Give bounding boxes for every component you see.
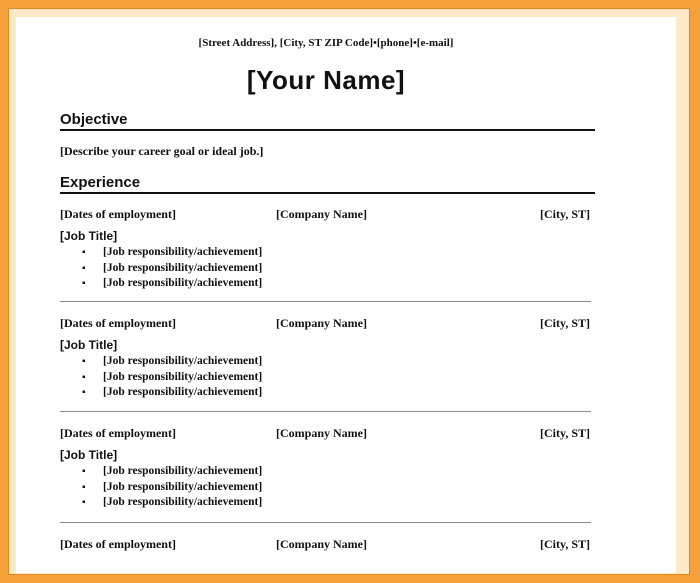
job-bullets — [82, 245, 262, 292]
job-bullet: ▪ [Job responsibility/achievement] — [82, 245, 262, 261]
job-bullet: ▪ [Job responsibility/achievement] — [82, 480, 262, 496]
job-header-row — [60, 426, 590, 442]
job-bullet: ▪ [Job responsibility/achievement] — [82, 495, 262, 511]
experience-heading: Experience — [60, 174, 595, 194]
job-bullet: ▪ [Job responsibility/achievement] — [82, 385, 262, 401]
job-header-row — [60, 537, 590, 553]
job-bullet: ▪ [Job responsibility/achievement] — [82, 464, 262, 480]
job-bullet: ▪ [Job responsibility/achievement] — [82, 370, 262, 386]
job-company: [Company Name] — [276, 537, 367, 551]
job-bullet: ▪ [Job responsibility/achievement] — [82, 261, 262, 277]
job-bullets — [82, 354, 262, 401]
contact-line: [Street Address], [City, ST ZIP Code]•[phone]•[e-mail] — [198, 37, 454, 49]
job-dates: [Dates of employment] — [60, 537, 176, 551]
resume-name: [Your Name] — [246, 65, 406, 95]
job-divider — [60, 301, 591, 302]
job-company: [Company Name] — [276, 207, 367, 221]
job-bullets — [82, 464, 262, 511]
job-company: [Company Name] — [276, 316, 367, 330]
job-header-row — [60, 207, 590, 223]
job-location: [City, ST] — [539, 537, 590, 551]
job-bullet: ▪ [Job responsibility/achievement] — [82, 276, 262, 292]
job-location: [City, ST] — [539, 207, 590, 221]
objective-text: [Describe your career goal or ideal job.] — [60, 144, 264, 158]
job-bullet: ▪ [Job responsibility/achievement] — [82, 354, 262, 370]
job-location: [City, ST] — [539, 426, 590, 440]
job-header-row — [60, 316, 590, 332]
job-title: [Job Title] — [60, 338, 118, 352]
job-company: [Company Name] — [276, 426, 367, 440]
job-divider — [60, 411, 591, 412]
job-dates: [Dates of employment] — [60, 426, 176, 440]
job-title: [Job Title] — [60, 229, 118, 243]
job-entry-4 — [60, 537, 590, 557]
resume-page — [16, 17, 676, 573]
job-location: [City, ST] — [539, 316, 590, 330]
job-dates: [Dates of employment] — [60, 207, 176, 221]
job-entry-2 — [60, 316, 590, 426]
objective-heading: Objective — [60, 111, 595, 131]
job-divider — [60, 522, 591, 523]
job-title: [Job Title] — [60, 448, 118, 462]
job-dates: [Dates of employment] — [60, 316, 176, 330]
job-entry-3 — [60, 426, 590, 536]
